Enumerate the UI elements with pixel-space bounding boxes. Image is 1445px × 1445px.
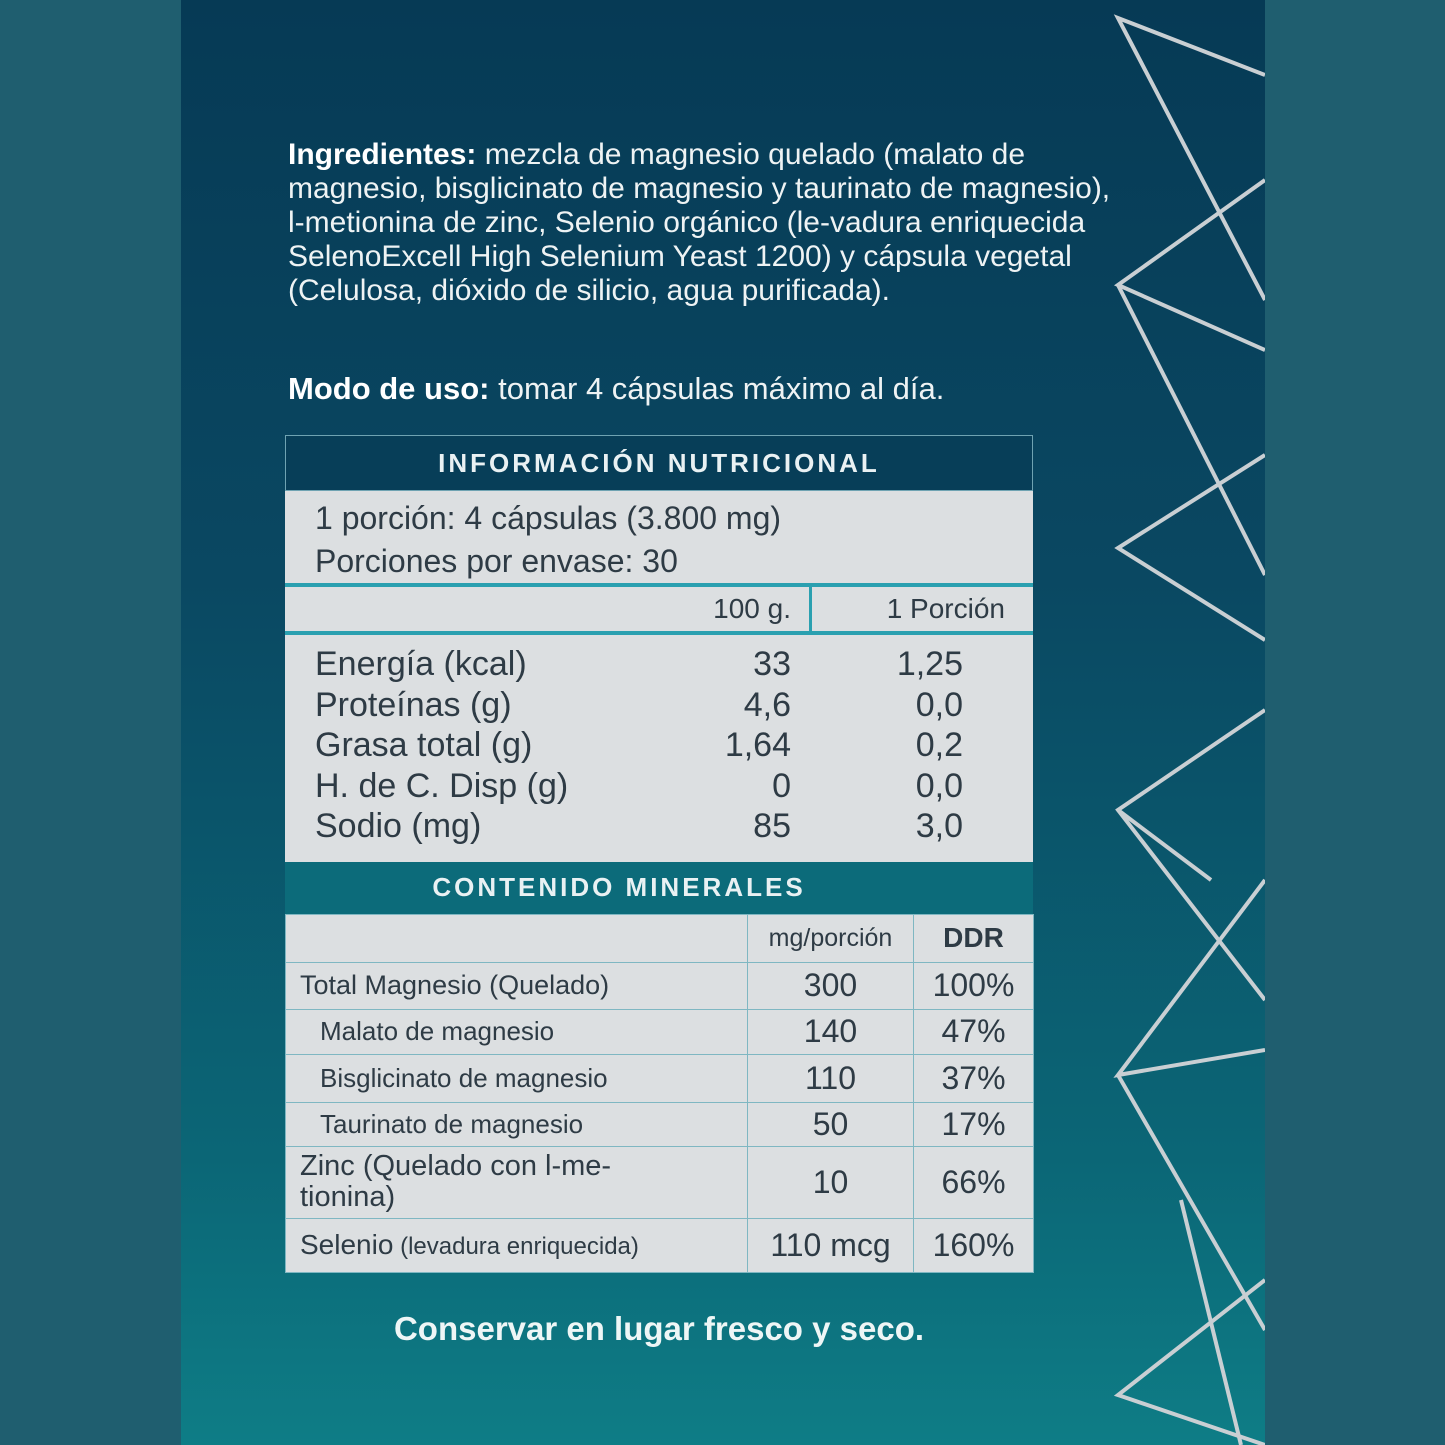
column-100g: 100 g. [713,593,791,624]
table-row [286,1054,1034,1102]
empty-header-cell [286,914,748,962]
mineral-name-main: Selenio [300,1229,394,1260]
mineral-name: Bisglicinato de magnesio [286,1054,748,1102]
minerals-table [285,914,1034,1273]
table-row [286,1218,1034,1272]
table-row [286,962,1034,1009]
nutrient-label: Proteínas (g) [315,685,512,724]
ingredients-text [288,138,1118,308]
mineral-name-detail: (levadura enriquecida) [393,1233,639,1260]
mineral-name: Malato de magnesio [286,1009,748,1054]
minerals-title: CONTENIDO MINERALES [285,862,1033,914]
column-mg-portion: mg/porción [748,914,914,962]
nutrient-per100: 4,6 [743,685,791,724]
mineral-ddr: 66% [914,1146,1034,1218]
serving-info [285,491,1033,587]
mineral-ddr: 17% [914,1102,1034,1146]
nutrient-label: Sodio (mg) [315,807,482,845]
table-row [286,1102,1034,1146]
mineral-mg: 10 [748,1146,914,1218]
nutrient-per100: 0 [772,766,791,805]
nutrition-table [285,435,1033,1273]
usage-body: tomar 4 cápsulas máximo al día. [489,371,945,406]
ingredients-body: mezcla de magnesio quelado (malato de magnesio, bisglicinato de magnesio y taurinato de magnesio), l-metionina de zinc, Selenio orgánico (le-vadura enriquecida SelenoExcell High Selenium Yeast 1200) y cápsula vegetal (Celulosa, dióxido de silicio, agua purificada). [288,138,1111,307]
usage-label: Modo de uso: [288,371,490,406]
minerals-header-row [286,914,1034,962]
mineral-name [286,1218,748,1272]
servings-per-container: Porciones por envase: 30 [315,543,678,579]
column-portion: 1 Porción [886,593,1005,624]
table-row [285,767,1033,808]
usage-text [288,370,1118,408]
nutrient-label: H. de C. Disp (g) [315,766,569,805]
table-row [285,686,1033,727]
table-row [286,1146,1034,1218]
table-row [285,807,1033,848]
nutrient-per-portion: 1,25 [896,645,963,683]
nutrient-label: Grasa total (g) [315,726,533,764]
nutrient-per100: 85 [753,807,791,845]
mineral-name: Taurinato de magnesio [286,1102,748,1146]
mineral-mg: 300 [748,962,914,1009]
nutrient-per100: 1,64 [724,726,791,764]
table-row [286,1009,1034,1054]
nutrient-per-portion: 0,0 [915,685,963,724]
ingredients-label: Ingredientes: [288,138,477,171]
nutrition-rows [285,635,1033,862]
mineral-mg: 140 [748,1009,914,1054]
table-row [285,645,1033,686]
nutrient-label: Energía (kcal) [315,645,527,683]
label-panel [181,0,1265,1445]
nutrient-per-portion: 3,0 [915,807,963,845]
nutrient-per100: 33 [753,645,791,683]
nutrition-title: INFORMACIÓN NUTRICIONAL [285,435,1033,491]
nutrient-per-portion: 0,0 [915,766,963,805]
mineral-ddr: 100% [914,962,1034,1009]
column-ddr: DDR [914,914,1034,962]
column-divider [809,587,812,631]
serving-size: 1 porción: 4 cápsulas (3.800 mg) [315,500,782,536]
mineral-ddr: 47% [914,1009,1034,1054]
table-row [285,726,1033,767]
nutrient-per-portion: 0,2 [915,726,963,764]
mineral-name: Total Magnesio (Quelado) [286,962,748,1009]
mineral-name-line1: Zinc (Quelado con l-me- [300,1150,612,1182]
mineral-mg: 110 [748,1054,914,1102]
storage-instructions: Conservar en lugar fresco y seco. [393,1310,925,1347]
nutrition-column-headers [285,587,1033,635]
mineral-mg: 110 mcg [748,1218,914,1272]
mineral-name [286,1146,748,1218]
mineral-ddr: 160% [914,1218,1034,1272]
mineral-ddr: 37% [914,1054,1034,1102]
mineral-mg: 50 [748,1102,914,1146]
mineral-name-line2: tionina) [300,1181,396,1213]
